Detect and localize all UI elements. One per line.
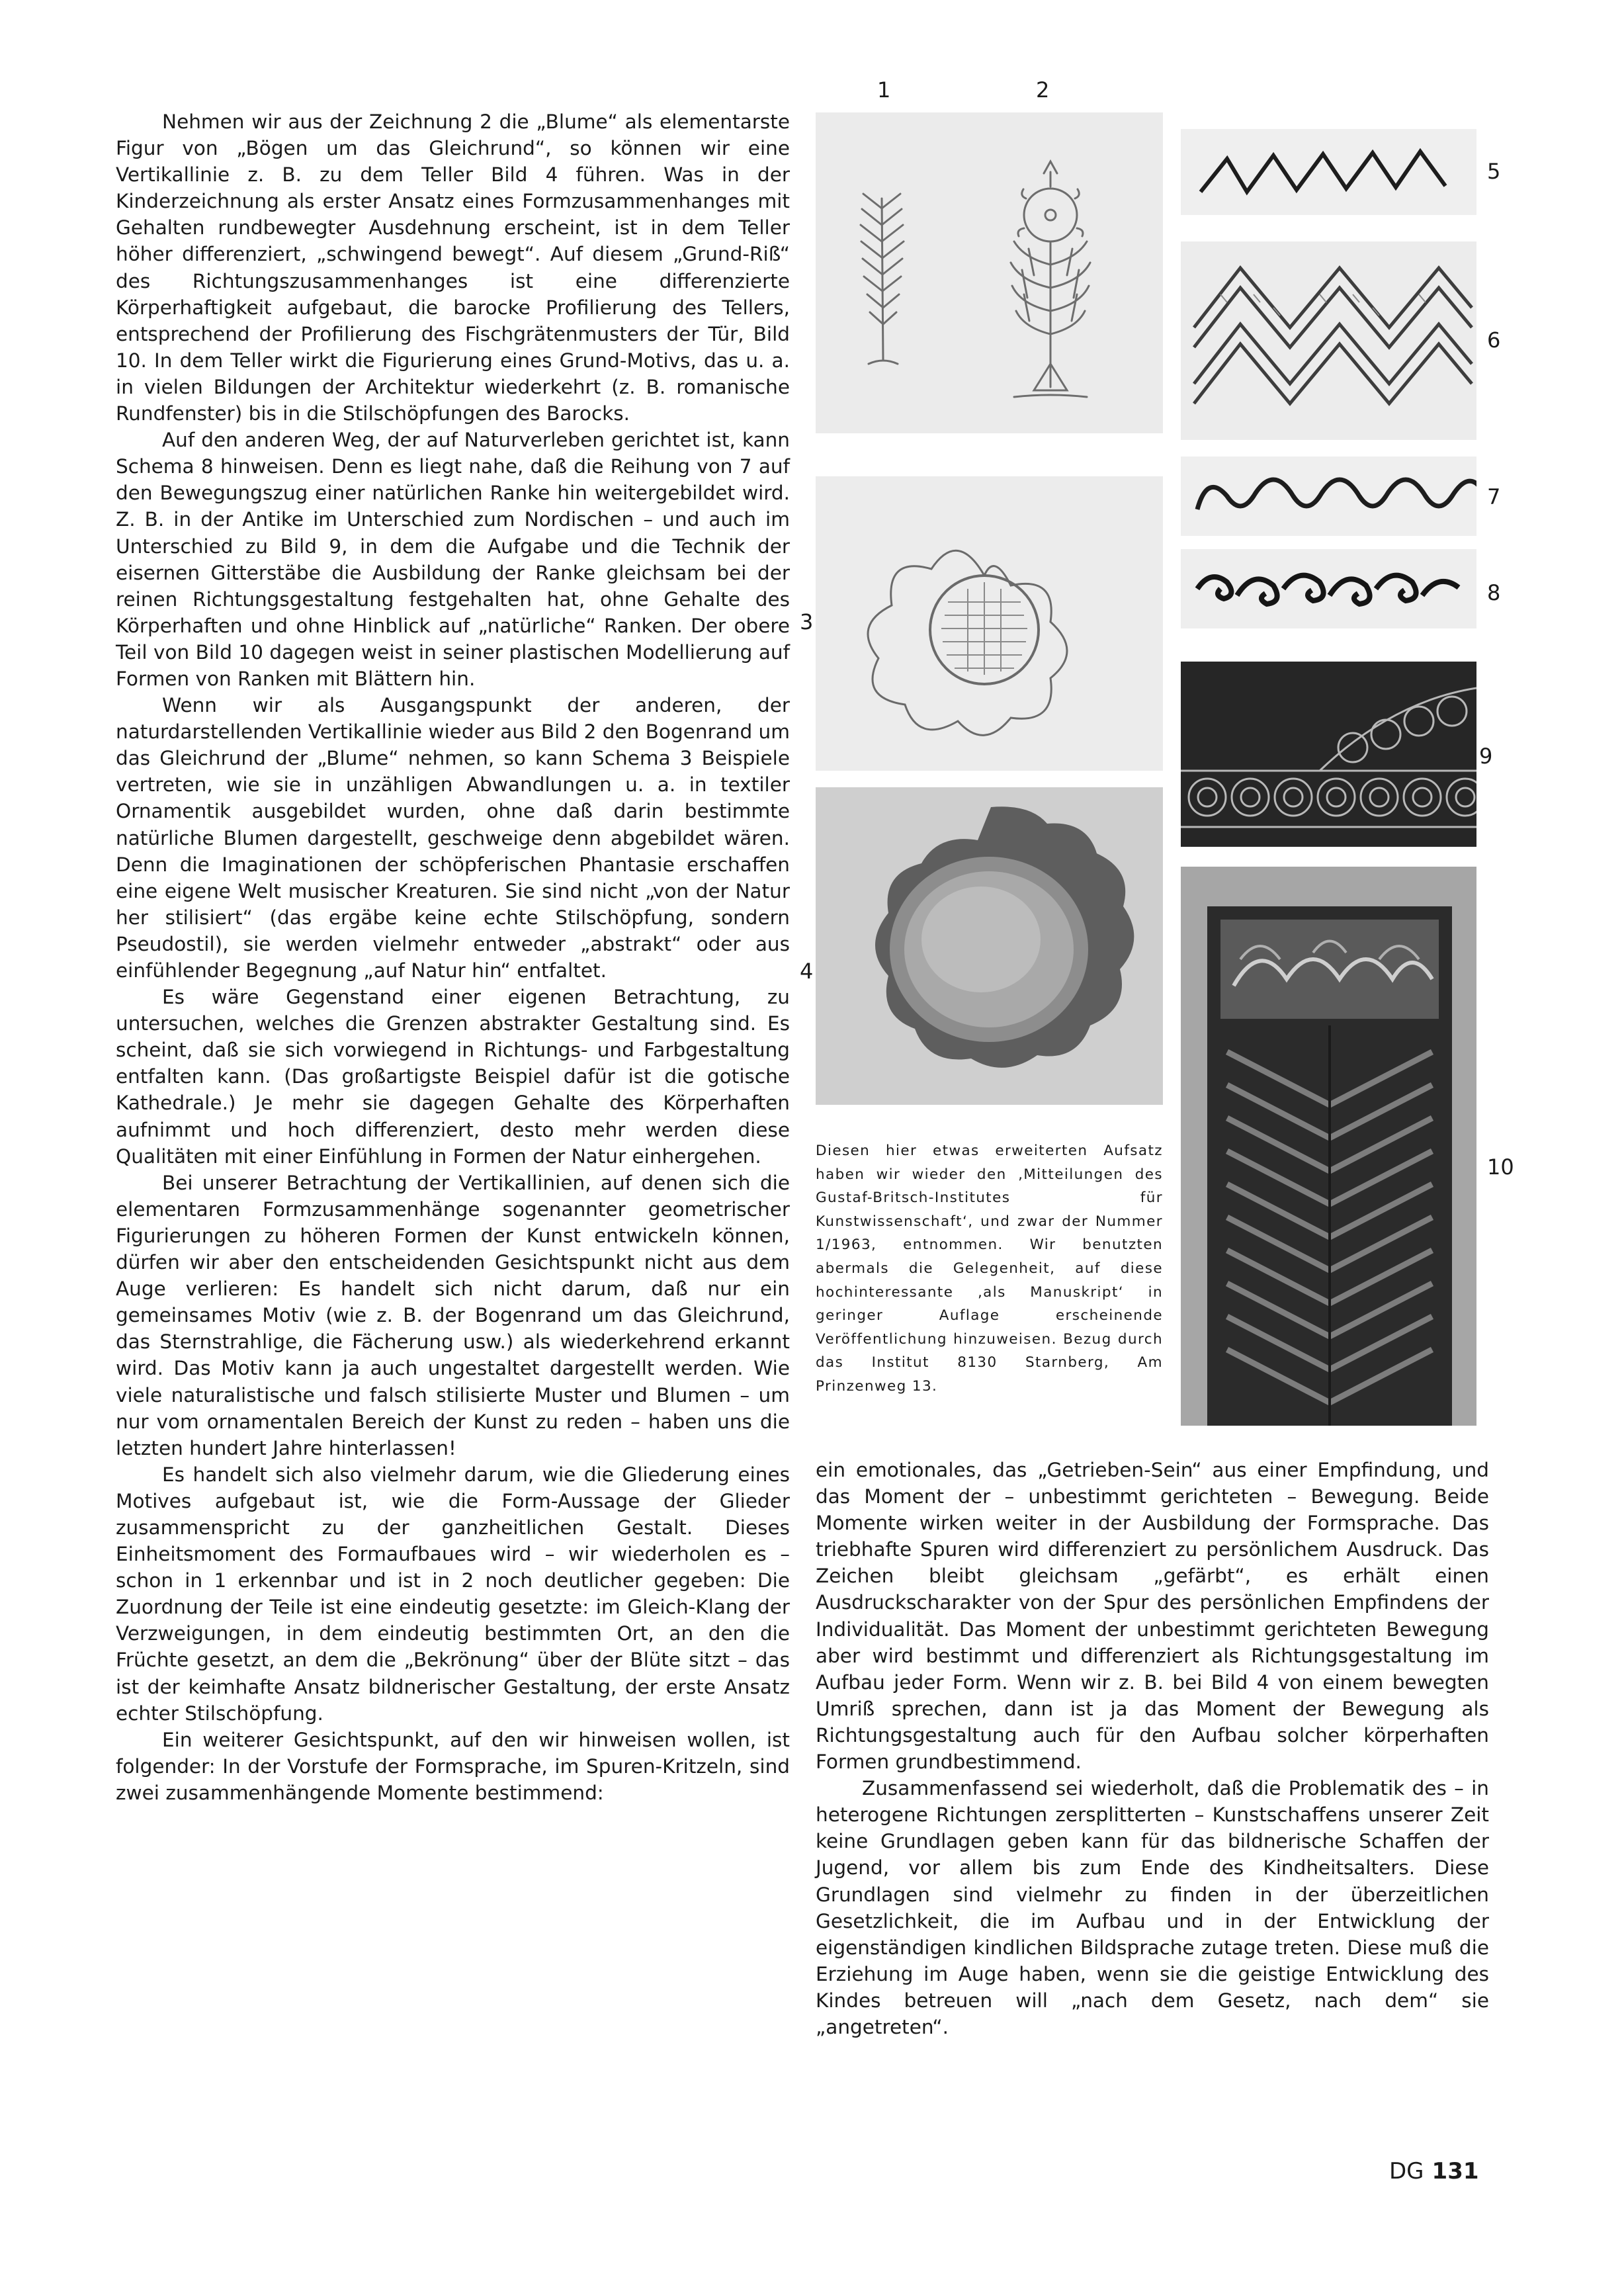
page-number: 131 [1432,2158,1479,2185]
figure-10-baroque-door-photo [1181,867,1476,1426]
figure-number-6: 6 [1487,327,1501,353]
paragraph: Es handelt sich also vielmehr darum, wie die Gliederung eines Motives aufgebaut ist, wie die Form-Aussage der Glieder zusammenspricht zu der ganzheitlichen Gestalt. Dieses Einheitsmoment des Formaufbaues wird – wir wiederholen es – schon in 1 erkennbar und ist in 2 noch deutlicher gegeben: Die Zuordnung der Teile ist eine eindeutig gesetzte: im Gleich-Klang der Verzweigungen, in dem eindeutig bestimmten Ort, an den die Früchte gesetzt, an dem die „Bekrönung“ über der Blüte sitzt – das ist der keimhafte Ansatz bildnerischer Gestaltung, der erste Ansatz echter Stilschöpfung. [116,1463,790,1725]
page-folio [1389,2158,1479,2185]
figure-9-iron-railing-photo [1181,662,1476,847]
figure-number-8: 8 [1487,580,1501,605]
figure-caption: Diesen hier etwas erweiterten Aufsatz haben wir wieder den ‚Mitteilungen des Gustaf-Britsch-Institutes für Kunstwissenschaft‘, und zwar der Nummer 1/1963, entnommen. Wir benutzten abermals die Gelegenheit, auf diese hochinteressante ‚als Manuskript‘ in geringer Auflage erscheinende Veröffentlichung hinzuweisen. Bezug durch das Institut 8130 Starnberg, Am Prinzenweg 13. [816,1143,1163,1395]
paragraph: Auf den anderen Weg, der auf Naturverleben gerichtet ist, kann Schema 8 hinweisen. Denn es liegt nahe, daß die Reihung von 7 auf den Bewegungszug einer natürlichen Ranke hin weitergebildet wird. Z. B. in der Antike im Unterschied zum Nordischen – und auch im Unterschied zu Bild 9, in dem die Aufgabe und die Technik der eisernen Gitterstäbe die Ausbildung der Ranke gleichsam bei der reinen Richtungsgestaltung festgehalten hat, ohne Gehalte des Körperhaften und ohne Hinblick auf „natürliche“ Ranken. Der obere Teil von Bild 10 dagegen weist in seiner plastischen Modellierung auf Formen von Ranken mit Blättern hin. [116,429,790,690]
paragraph: Ein weiterer Gesichtspunkt, auf den wir hinweisen wollen, ist folgender: In der Vorstufe der Formsprache, im Spuren-Kritzeln, sind zwei zusammenhängende Momente bestimmend: [116,1728,790,1804]
figure-number-3: 3 [800,609,814,634]
figure-number-1: 1 [877,77,891,103]
paragraph: Wenn wir als Ausgangspunkt der anderen, der naturdarstellenden Vertikallinie wieder aus Bild 2 den Bogenrand um das Gleichrund der „Blume“ nehmen, so kann Schema 3 Beispiele vertreten, wie sie in unzähligen Abwandlungen u. a. in textiler Ornamentik ausgebildet wurden, ohne daß darin bestimmte natürliche Blumen dargestellt, geschweige denn abgebildet wären. Denn die Imaginationen der schöpferischen Phantasie erschaffen eine eigene Welt musischer Kreaturen. Sie sind nicht „von der Natur her stilisiert“ (das ergäbe keine echte Stilschöpfung, sondern Pseudostil), sie werden vielmehr entweder „abstrakt“ oder aus einfühlender Begegnung „auf Natur hin“ entfaltet. [116,694,790,982]
figure-5-zigzag-line [1181,129,1476,215]
left-text-column [116,108,790,1806]
figure-3-flower-ornament [816,476,1163,771]
figure-number-5: 5 [1487,159,1501,184]
paragraph: Es wäre Gegenstand einer eigenen Betrachtung, zu untersuchen, welches die Grenzen abstrakter Gestaltung sind. Es scheint, daß sie sich vorwiegend in Richtungs- und Farbgestaltung entfalten kann. (Das großartigste Beispiel dafür ist die gotische Kathedrale.) Je mehr sie dagegen Gehalte des Körperhaften aufnimmt und hoch differenziert, desto mehr werden diese Qualitäten mit einer Einfühlung in Formen der Natur einhergehen. [116,986,790,1168]
figure-number-7: 7 [1487,484,1501,509]
figure-4-baroque-plate-photo [816,787,1163,1105]
figure-number-4: 4 [800,959,814,984]
figure-1-2-child-drawing [816,112,1163,433]
right-text-column [816,1457,1489,2040]
paragraph: Bei unserer Betrachtung der Vertikallinien, auf denen sich die elementaren Formzusammenhänge sogenannter geometrischer Figurierungen zu höheren Formen der Kunst entwickeln können, dürfen wir aber den entscheidenden Gesichtspunkt nicht aus dem Auge verlieren: Es handelt sich nicht darum, daß nur ein gemeinsames Motiv (wie z. B. der Bogenrand um das Gleichrund, das Sternstrahlige, die Fächerung usw.) als wiederkehrend erkannt wird. Das Motiv kann ja auch ungestaltet dargestellt werden. Wie viele naturalistische und falsch stilisierte Muster und Blumen – um nur vom ornamentalen Bereich der Kunst zu reden – haben uns die letzten hundert Jahre hinterlassen! [116,1171,790,1459]
figure-6-chevron-band [1181,241,1476,440]
figure-8-tendril-band [1181,549,1476,628]
figure-number-9: 9 [1479,744,1493,769]
paragraph: Nehmen wir aus der Zeichnung 2 die „Blume“ als elementarste Figur von „Bögen um das Gleichrund“, so können wir eine Vertikallinie z. B. zu dem Teller Bild 4 führen. Was in der Kinderzeichnung als erster Ansatz eines Formzusammenhanges mit Gehalten rundbewegter Ausdehnung erscheint, ist in dem Teller höher differenziert, „schwingend bewegt“. Auf diesem „Grund-Riß“ des Richtungszusammenhanges ist eine differenzierte Körperhaftigkeit aufgebaut, die barocke Profilierung des Tellers, entsprechend der Profilierung des Fischgrätenmusters der Tür, Bild 10. In dem Teller wirkt die Figurierung eines Grund-Motivs, das u. a. in vielen Bildungen der Architektur wiederkehrt (z. B. romanische Rundfenster) bis in die Stilschöpfungen des Barocks. [116,110,790,425]
paragraph: ein emotionales, das „Getrieben-Sein“ aus einer Empfindung, und das Moment der – unbestimmt gerichteten – Bewegung. Beide Momente wirken weiter in der Ausbildung der Formsprache. Das triebhafte Spuren wird differenziert zu persönlichem Ausdruck. Das Zeichen bleibt gleichsam „gefärbt“, es erhält einen Ausdruckscharakter von der Spur des persönlichen Empfindens der Individualität. Das Moment der unbestimmt gerichteten Bewegung aber wird bestimmt und differenziert als Richtungsgestaltung im Aufbau jeder Form. Wenn wir z. B. bei Bild 4 von einem bewegten Umriß sprechen, dann ist ja das Moment der Bewegung als Richtungsgestaltung auch für den Aufbau solcher körperhaften Formen grundbestimmend. [816,1459,1489,1774]
journal-abbrev: DG [1389,2158,1424,2185]
figure-number-2: 2 [1036,77,1050,103]
figure-number-10: 10 [1487,1154,1514,1180]
figure-7-wave-line [1181,456,1476,536]
paragraph: Zusammenfassend sei wiederholt, daß die Problematik des – in heterogene Richtungen zersplitterten – Kunstschaffens unserer Zeit keine Grundlagen geben kann für das bildnerische Schaffen der Jugend, vor allem bis zum Ende des Kindheitsalters. Diese Grundlagen sind vielmehr zu finden in der überzeitlichen Gesetzlichkeit, die im Aufbau und in der Entwicklung der eigenständigen kindlichen Bildsprache zutage treten. Diese muß die Erziehung im Auge haben, wenn sie die geistige Entwicklung des Kindes betreuen will „nach dem Gesetz, nach dem“ sie „angetreten“. [816,1777,1489,2038]
